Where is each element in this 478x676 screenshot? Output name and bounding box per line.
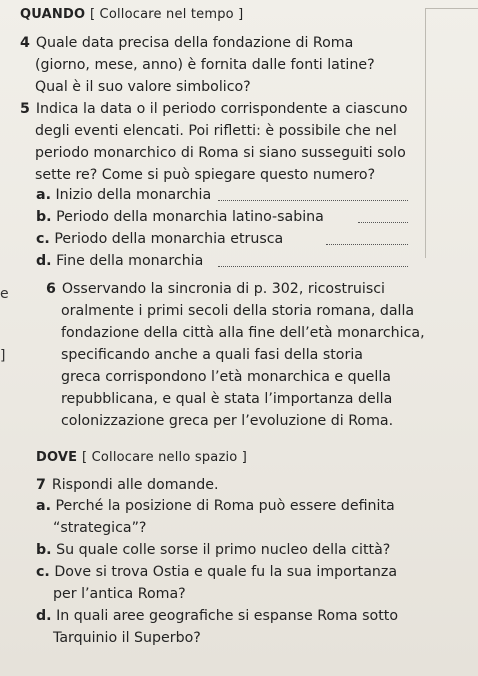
list-item-b: b. Su quale colle sorse il primo nucleo della città? xyxy=(36,542,391,558)
question-line: colonizzazione greca per l’evoluzione di Roma. xyxy=(61,413,394,429)
answer-line-b[interactable] xyxy=(358,222,408,223)
question-line: sette re? Come si può spiegare questo numero? xyxy=(35,167,376,183)
answer-line-a[interactable] xyxy=(218,200,408,201)
question-number: 7 xyxy=(36,477,46,493)
question-line: 4 Quale data precisa della fondazione di Roma xyxy=(20,35,354,51)
section-subtitle: [ Collocare nel tempo ] xyxy=(89,7,244,22)
question-line: (giorno, mese, anno) è fornita dalle fonti latine? xyxy=(35,57,375,73)
question-line: greca corrispondono l’età monarchica e quella xyxy=(61,369,391,385)
list-item-continuation: per l’antica Roma? xyxy=(53,586,186,602)
section-keyword: QUANDO xyxy=(20,7,86,22)
list-item-b: b. Periodo della monarchia latino-sabina xyxy=(36,209,324,225)
section-keyword: DOVE xyxy=(36,450,78,465)
question-line: oralmente i primi secoli della storia romana, dalla xyxy=(61,303,415,319)
question-number: 4 xyxy=(20,35,30,51)
question-line: 7 Rispondi alle domande. xyxy=(36,477,219,493)
question-line: degli eventi elencati. Poi rifletti: è possibile che nel xyxy=(35,123,397,139)
question-line: 6 Osservando la sincronia di p. 302, ricostruisci xyxy=(46,281,385,297)
margin-fragment: e xyxy=(0,286,9,302)
list-item-c: c. Periodo della monarchia etrusca xyxy=(36,231,284,247)
question-line: 5 Indica la data o il periodo corrispondente a ciascuno xyxy=(20,101,408,117)
section-subtitle: [ Collocare nello spazio ] xyxy=(81,450,248,465)
list-item-d: d. Fine della monarchia xyxy=(36,253,204,269)
list-item-a: a. Perché la posizione di Roma può essere definita xyxy=(36,498,395,514)
question-line: repubblicana, e qual è stata l’importanza della xyxy=(61,391,393,407)
list-item-c: c. Dove si trova Ostia e quale fu la sua importanza xyxy=(36,564,398,580)
question-line: periodo monarchico di Roma si siano susseguiti solo xyxy=(35,145,406,161)
answer-line-c[interactable] xyxy=(326,244,408,245)
list-item-d: d. In quali aree geografiche si espanse Roma sotto xyxy=(36,608,399,624)
frame-right-line xyxy=(425,8,426,258)
list-item-continuation: “strategica”? xyxy=(53,520,147,536)
margin-fragment: ] xyxy=(0,348,6,364)
question-line: Qual è il suo valore simbolico? xyxy=(35,79,251,95)
list-item-a: a. Inizio della monarchia xyxy=(36,187,212,203)
question-number: 6 xyxy=(46,281,56,297)
frame-top-line xyxy=(425,8,478,9)
section-heading-dove xyxy=(36,450,247,465)
answer-line-d[interactable] xyxy=(218,266,408,267)
question-number: 5 xyxy=(20,101,30,117)
section-heading-quando xyxy=(20,7,243,22)
list-item-continuation: Tarquinio il Superbo? xyxy=(53,630,201,646)
question-line: specificando anche a quali fasi della storia xyxy=(61,347,363,363)
question-line: fondazione della città alla fine dell’età monarchica, xyxy=(61,325,425,341)
